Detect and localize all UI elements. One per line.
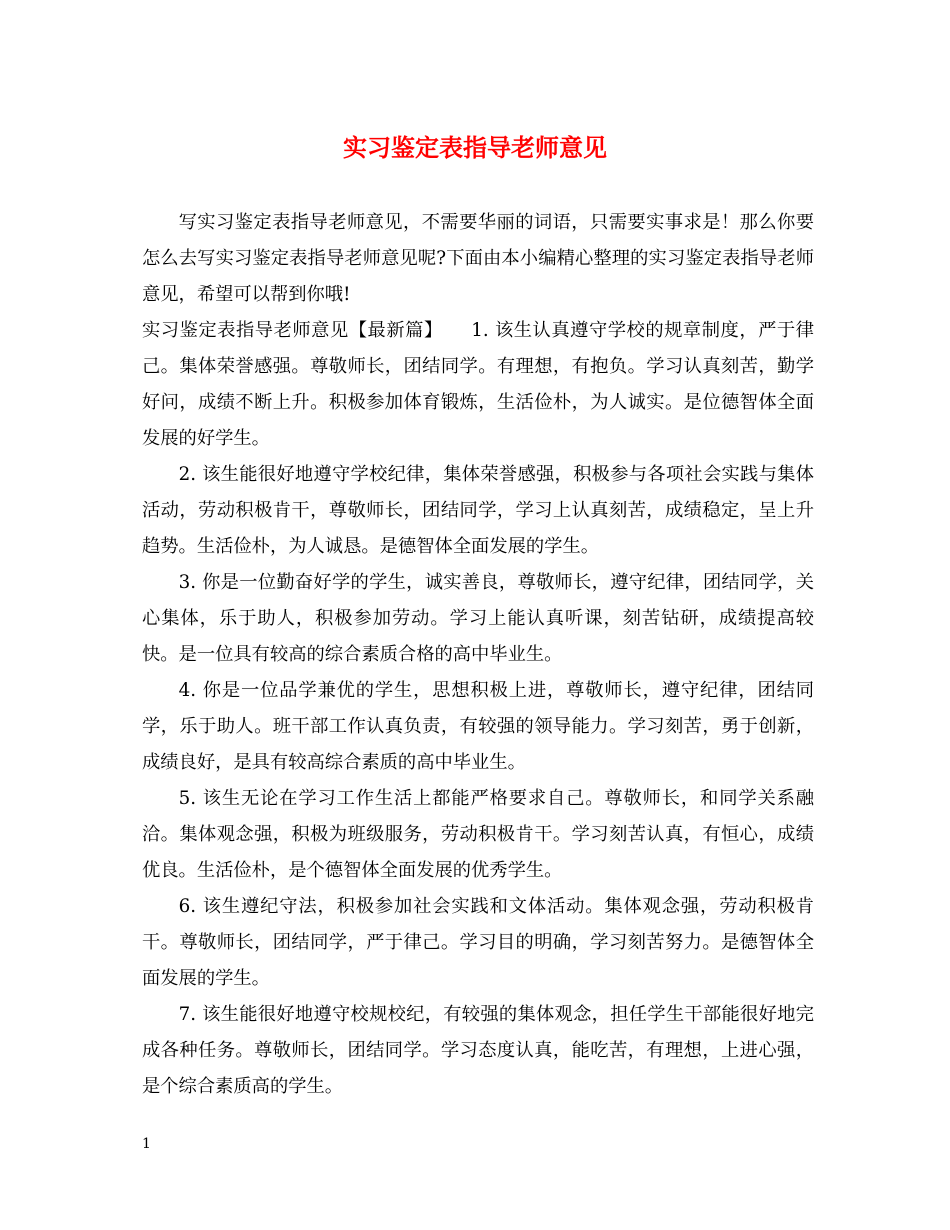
section-heading-paragraph: 实习鉴定表指导老师意见【最新篇】 1. 该生认真遵守学校的规章制度，严于律己。集体荣誉感强。尊敬师长，团结同学。有理想，有抱负。学习认真刻苦，勤学好问，成绩不断上升。积极参加体育锻炼，生活俭朴，为人诚实。是位德智体全面发展的好学生。	[142, 320, 814, 449]
item-paragraph-7: 7. 该生能很好地遵守校规校纪，有较强的集体观念，担任学生干部能很好地完成各种任务。尊敬师长，团结同学。学习态度认真，能吃苦，有理想，上进心强，是个综合素质高的学生。	[142, 1004, 814, 1097]
item-paragraph-6: 6. 该生遵纪守法，积极参加社会实践和文体活动。集体观念强，劳动积极肯干。尊敬师长，团结同学，严于律己。学习目的明确，学习刻苦努力。是德智体全面发展的学生。	[142, 896, 814, 989]
intro-paragraph: 写实习鉴定表指导老师意见，不需要华丽的词语，只需要实事求是！那么你要怎么去写实习鉴定表指导老师意见呢?下面由本小编精心整理的实习鉴定表指导老师意见，希望可以帮到你哦!	[142, 212, 814, 305]
item-paragraph-4: 4. 你是一位品学兼优的学生，思想积极上进，尊敬师长，遵守纪律，团结同学，乐于助人。班干部工作认真负责，有较强的领导能力。学习刻苦，勇于创新，成绩良好，是具有较高综合素质的高中毕业生。	[142, 680, 814, 773]
page-number: 1	[142, 1136, 151, 1152]
item-paragraph-3: 3. 你是一位勤奋好学的学生，诚实善良，尊敬师长，遵守纪律，团结同学，关心集体，乐于助人，积极参加劳动。学习上能认真听课，刻苦钻研，成绩提高较快。是一位具有较高的综合素质合格的高中毕业生。	[142, 572, 814, 665]
item-paragraph-5: 5. 该生无论在学习工作生活上都能严格要求自己。尊敬师长，和同学关系融洽。集体观念强，积极为班级服务，劳动积极肯干。学习刻苦认真，有恒心，成绩优良。生活俭朴，是个德智体全面发展的优秀学生。	[142, 788, 814, 881]
document-body	[142, 205, 814, 1105]
page-title: 实习鉴定表指导老师意见	[343, 133, 607, 162]
item-paragraph-2: 2. 该生能很好地遵守学校纪律，集体荣誉感强，积极参与各项社会实践与集体活动，劳动积极肯干，尊敬师长，团结同学，学习上认真刻苦，成绩稳定，呈上升趋势。生活俭朴，为人诚恳。是德智体全面发展的学生。	[142, 464, 814, 557]
